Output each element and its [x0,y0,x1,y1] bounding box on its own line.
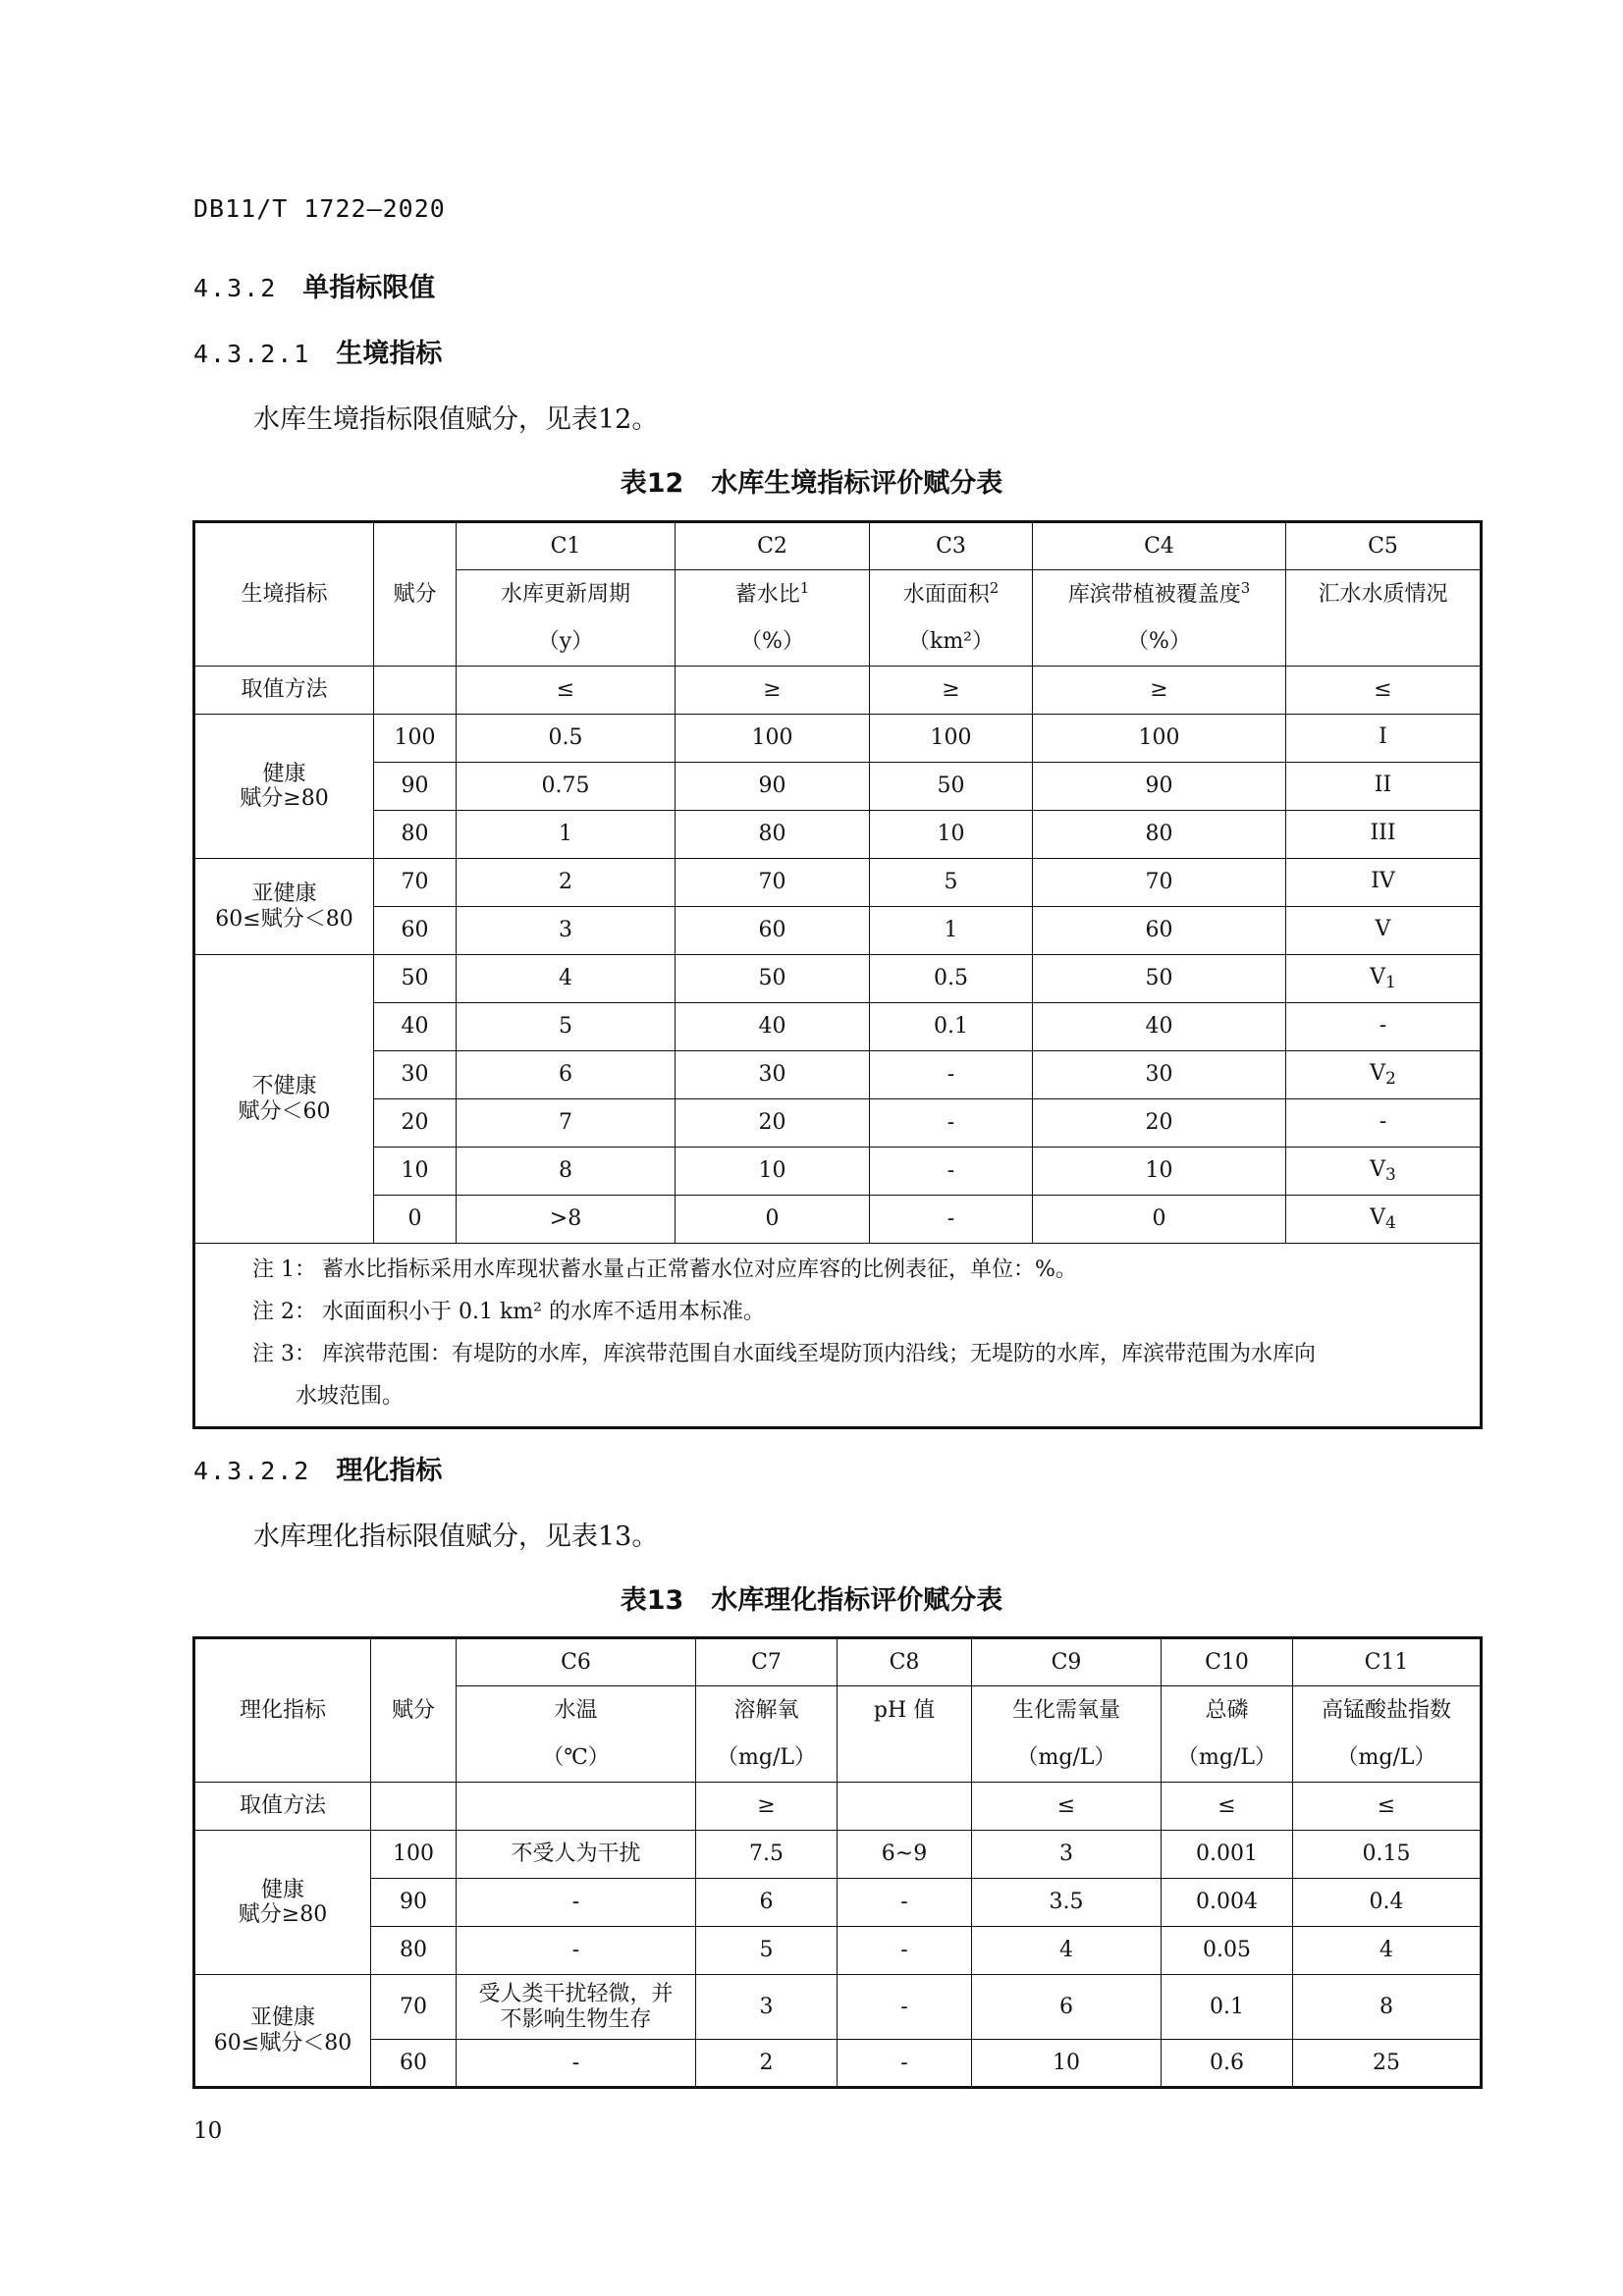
table12-code-c5: C5 [1286,522,1482,570]
group-range: 60≤赋分＜80 [215,906,353,932]
group-label: 健康 [262,761,306,786]
water-class-sub: 1 [1385,972,1396,992]
table13-row-label: 理化指标 [194,1638,371,1783]
table13-code-c11: C11 [1293,1638,1482,1686]
value-cell: 70 [676,859,870,907]
document-code: DB11/T 1722—2020 [193,194,446,223]
table12-unit-c4: （%） [1033,618,1286,667]
value-cell: 8 [1293,1975,1482,2040]
value-cell: 70 [1033,859,1286,907]
water-class: II [1374,772,1392,797]
score-cell: 40 [374,1003,457,1051]
table-note [195,1292,1470,1334]
table13-unit-c9: （mg/L） [972,1735,1162,1783]
table13-method-c9: ≤ [972,1783,1162,1831]
value-cell: 0.05 [1162,1927,1293,1975]
value-cell: 80 [1033,811,1286,859]
table-row [194,859,1482,907]
table12-row-label: 生境指标 [194,522,374,667]
score-cell: 70 [374,859,457,907]
table13-score-label: 赋分 [371,1638,457,1783]
value-cell: - [838,2040,972,2088]
section-title: 生境指标 [336,339,443,369]
section-number: 4.3.2.2 [193,1457,311,1485]
value-cell: 6 [972,1975,1162,2040]
value-cell: 2 [696,2040,838,2088]
value-cell: 90 [1033,763,1286,811]
value-cell: 0.1 [870,1003,1033,1051]
water-class: V [1370,1156,1386,1182]
section-heading-4-3-2-2 [193,1449,442,1487]
water-class: V [1370,964,1386,989]
score-cell: 50 [374,955,457,1003]
group-range: 赋分＜60 [238,1098,331,1124]
value-cell [1286,1148,1482,1196]
value-cell: 3 [696,1975,838,2040]
value-cell: 100 [870,715,1033,763]
table13-name-c6: 水温 [457,1686,696,1735]
table12-caption-number: 表12 [620,468,684,499]
value-cell: 5 [870,859,1033,907]
score-cell: 80 [371,1927,457,1975]
table-row [194,955,1482,1003]
table12-caption [0,461,1623,500]
table-row [194,2040,1482,2088]
page-number: 10 [193,2118,223,2144]
table-row [194,811,1482,859]
value-cell: 0 [1033,1196,1286,1244]
water-class: III [1370,820,1396,845]
value-cell: 10 [972,2040,1162,2088]
indicator-name: 库滨带植被覆盖度 [1067,582,1241,608]
table-row [194,1003,1482,1051]
table12-name-c1 [457,570,676,618]
value-cell: 6~9 [838,1831,972,1879]
value-cell: - [457,1927,696,1975]
note-text: 蓄水比指标采用水库现状蓄水量占正常蓄水位对应库容的比例表征，单位：%。 [322,1257,1077,1282]
table-row [194,1196,1482,1244]
value-cell: 4 [972,1927,1162,1975]
group-range: 赋分≥80 [238,1902,328,1927]
table13-code-c9: C9 [972,1638,1162,1686]
value-cell: 10 [1033,1148,1286,1196]
score-cell: 100 [374,715,457,763]
value-cell: 4 [1293,1927,1482,1975]
value-cell: 100 [1033,715,1286,763]
value-cell: 5 [696,1927,838,1975]
value-cell: >8 [457,1196,676,1244]
table12-unit-c1: （y） [457,618,676,667]
table-row [194,715,1482,763]
score-cell: 30 [374,1051,457,1099]
table12-caption-title: 水库生境指标评价赋分表 [711,468,1003,499]
value-cell: - [870,1051,1033,1099]
section-title: 理化指标 [336,1456,443,1486]
table12-method-c1: ≤ [457,667,676,715]
table12-name-c3 [870,570,1033,618]
table12-score-label: 赋分 [374,522,457,667]
value-cell [1286,811,1482,859]
table12-notes [194,1244,1482,1428]
water-class: V [1370,1060,1386,1086]
value-cell [1286,1051,1482,1099]
value-cell: 50 [1033,955,1286,1003]
value-cell: 0 [676,1196,870,1244]
table13-code-c10: C10 [1162,1638,1293,1686]
footnote-ref: 3 [1240,579,1251,598]
table12-method-c4: ≥ [1033,667,1286,715]
value-cell: - [457,2040,696,2088]
note-label: 注 1： [252,1257,316,1282]
table-row [194,1975,1482,2040]
table12-unit-c3: （km²） [870,618,1033,667]
footnote-ref: 2 [989,579,1000,598]
table13-name-c9: 生化需氧量 [972,1686,1162,1735]
table-row [194,1148,1482,1196]
value-cell: 100 [676,715,870,763]
section-number: 4.3.2 [193,274,278,302]
value-cell: - [838,1879,972,1927]
value-cell: 30 [1033,1051,1286,1099]
table13-method-c7: ≥ [696,1783,838,1831]
value-cell: 10 [870,811,1033,859]
value-cell: 3 [972,1831,1162,1879]
value-cell [1286,763,1482,811]
value-cell [1286,907,1482,955]
table13-code-c8: C8 [838,1638,972,1686]
value-cell [1286,955,1482,1003]
table-row [194,1099,1482,1148]
value-cell: 50 [676,955,870,1003]
table13-unit-c11: （mg/L） [1293,1735,1482,1783]
value-cell: 1 [870,907,1033,955]
group-label: 健康 [260,1877,304,1902]
value-cell: - [457,1879,696,1927]
value-cell [1286,1099,1482,1148]
value-cell: 不受人为干扰 [457,1831,696,1879]
value-cell [1286,1003,1482,1051]
value-cell [457,1975,696,2040]
value-cell: 25 [1293,2040,1482,2088]
water-class: - [1379,1108,1387,1134]
group-range: 60≤赋分＜80 [213,2030,352,2056]
value-cell: 6 [696,1879,838,1927]
table13-unit-c10: （mg/L） [1162,1735,1293,1783]
value-cell: 8 [457,1148,676,1196]
score-cell: 0 [374,1196,457,1244]
note-label: 注 3： [252,1341,316,1366]
table12-name-c2 [676,570,870,618]
table13 [192,1636,1483,2089]
note-text: 水面面积小于 0.1 km² 的水库不适用本标准。 [322,1299,765,1324]
water-class: - [1379,1012,1387,1038]
score-cell: 60 [371,2040,457,2088]
table12-name-c4 [1033,570,1286,618]
value-cell: 60 [676,907,870,955]
table13-caption-title: 水库理化指标评价赋分表 [711,1585,1003,1616]
value-cell: - [838,1927,972,1975]
value-cell: 40 [676,1003,870,1051]
section-heading-4-3-2 [193,266,435,304]
water-class-sub: 3 [1385,1164,1396,1185]
table13-group-subhealthy [194,1975,371,2088]
value-cell: 5 [457,1003,676,1051]
table12-group-healthy [194,715,374,859]
table-row [194,907,1482,955]
group-range: 赋分≥80 [240,786,329,811]
water-class: I [1379,723,1387,749]
value-cell: 0.6 [1162,2040,1293,2088]
value-cell: 0.5 [870,955,1033,1003]
value-cell: - [870,1196,1033,1244]
value-cell: 7.5 [696,1831,838,1879]
table13-code-c7: C7 [696,1638,838,1686]
table12-code-c2: C2 [676,522,870,570]
value-cell: 60 [1033,907,1286,955]
table12-group-unhealthy [194,955,374,1244]
score-cell: 100 [371,1831,457,1879]
value-cell: 0.004 [1162,1879,1293,1927]
score-cell: 10 [374,1148,457,1196]
note-label: 注 2： [252,1299,316,1324]
value-line: 不影响生物生存 [500,2006,652,2032]
water-class: IV [1371,868,1395,893]
group-label: 不健康 [251,1074,317,1099]
value-cell: 0.5 [457,715,676,763]
indicator-name: 蓄水比 [734,582,800,608]
footnote-ref: 1 [799,579,810,598]
paragraph-table13-intro: 水库理化指标限值赋分，见表13。 [253,1522,659,1552]
value-cell: - [838,1975,972,2040]
group-label: 亚健康 [251,881,317,907]
table13-code-c6: C6 [457,1638,696,1686]
score-cell: 90 [374,763,457,811]
water-class-sub: 4 [1385,1212,1396,1233]
value-cell [1286,1196,1482,1244]
table12-unit-c2: （%） [676,618,870,667]
table12 [192,520,1483,1429]
table-row [194,1927,1482,1975]
score-cell: 80 [374,811,457,859]
water-class: V [1375,916,1391,941]
section-number: 4.3.2.1 [193,340,311,368]
table13-name-c10: 总磷 [1162,1686,1293,1735]
value-cell: 80 [676,811,870,859]
table13-method-c10: ≤ [1162,1783,1293,1831]
table12-unit-c5 [1286,618,1482,667]
value-cell: 40 [1033,1003,1286,1051]
table13-name-c11: 高锰酸盐指数 [1293,1686,1482,1735]
score-cell: 20 [374,1099,457,1148]
group-label: 亚健康 [249,2005,315,2031]
water-class-sub: 2 [1385,1068,1396,1089]
table13-method-c6 [457,1783,696,1831]
indicator-name: 汇水水质情况 [1318,581,1448,607]
value-cell: 90 [676,763,870,811]
indicator-name: 水库更新周期 [500,581,630,607]
table13-method-c11: ≤ [1293,1783,1482,1831]
table-row [194,1051,1482,1099]
value-cell: 6 [457,1051,676,1099]
note-text: 库滨带范围：有堤防的水库，库滨带范围自水面线至堤防顶内沿线；无堤防的水库，库滨带范围为水库向 [322,1341,1317,1366]
table12-group-subhealthy [194,859,374,955]
value-cell: 50 [870,763,1033,811]
table13-unit-c6: （℃） [457,1735,696,1783]
water-class: V [1370,1204,1386,1230]
section-heading-4-3-2-1 [193,332,442,370]
table12-code-c3: C3 [870,522,1033,570]
table12-method-empty [374,667,457,715]
value-cell: 20 [676,1099,870,1148]
paragraph-table12-intro: 水库生境指标限值赋分，见表12。 [253,404,659,435]
table13-name-c8: pH 值 [838,1686,972,1735]
section-title: 单指标限值 [302,273,436,303]
value-cell: 20 [1033,1099,1286,1148]
table12-method-label: 取值方法 [194,667,374,715]
value-cell: 30 [676,1051,870,1099]
value-cell [1286,859,1482,907]
table-row [194,1831,1482,1879]
value-cell [1286,715,1482,763]
table13-caption-number: 表13 [620,1585,684,1616]
value-cell: 3 [457,907,676,955]
value-cell: 10 [676,1148,870,1196]
table12-code-c1: C1 [457,522,676,570]
table12-name-c5 [1286,570,1482,618]
table13-method-label: 取值方法 [194,1783,371,1831]
value-cell: 0.4 [1293,1879,1482,1927]
value-cell: - [870,1099,1033,1148]
table-row [194,763,1482,811]
table12-method-c5: ≤ [1286,667,1482,715]
table13-unit-c7: （mg/L） [696,1735,838,1783]
note-text-continuation: 水坡范围。 [296,1383,405,1409]
table13-unit-c8 [838,1735,972,1783]
value-cell: 0.001 [1162,1831,1293,1879]
score-cell: 90 [371,1879,457,1927]
value-cell: - [870,1148,1033,1196]
table-note [195,1334,1470,1376]
table12-code-c4: C4 [1033,522,1286,570]
value-cell: 3.5 [972,1879,1162,1927]
value-cell: 7 [457,1099,676,1148]
value-cell: 0.75 [457,763,676,811]
value-cell: 1 [457,811,676,859]
table12-method-c2: ≥ [676,667,870,715]
table-row [194,1879,1482,1927]
value-cell: 4 [457,955,676,1003]
score-cell: 60 [374,907,457,955]
table13-method-c8 [838,1783,972,1831]
value-cell: 0.15 [1293,1831,1482,1879]
score-cell: 70 [371,1975,457,2040]
table13-group-healthy [194,1831,371,1975]
table12-method-c3: ≥ [870,667,1033,715]
table13-caption [0,1578,1623,1617]
value-cell: 2 [457,859,676,907]
value-cell: 0.1 [1162,1975,1293,2040]
table-note [195,1250,1470,1292]
table13-method-empty [371,1783,457,1831]
table13-name-c7: 溶解氧 [696,1686,838,1735]
indicator-name: 水面面积 [902,582,990,608]
value-line: 受人类干扰轻微，并 [478,1982,674,2007]
